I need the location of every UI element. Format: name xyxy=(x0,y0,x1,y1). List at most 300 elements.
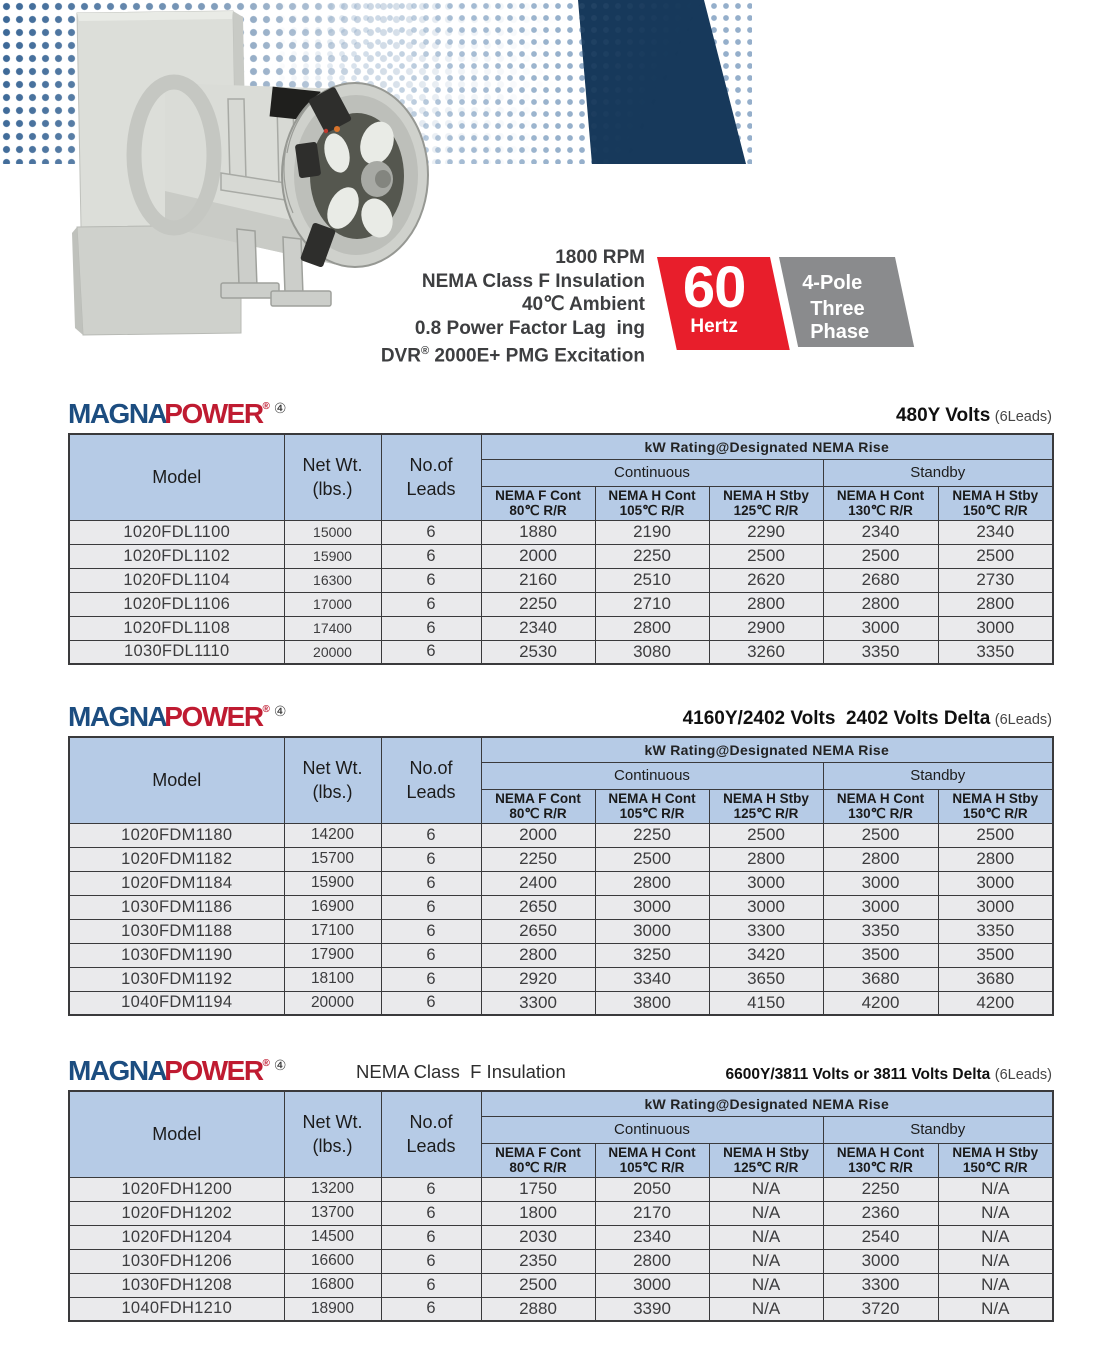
value-cell: 2500 xyxy=(938,544,1053,568)
value-cell: 2400 xyxy=(481,871,595,895)
logo-circled-four: ④ xyxy=(273,703,287,719)
model-cell: 1030FDM1190 xyxy=(69,943,284,967)
value-cell: N/A xyxy=(709,1177,823,1201)
table-section-6600y xyxy=(68,1050,1052,1322)
value-cell: 2800 xyxy=(595,871,709,895)
col-l1: NEMA H Stby xyxy=(952,487,1039,503)
net-wt-line1: Net Wt. xyxy=(302,1112,363,1133)
model-cell: 1020FDL1100 xyxy=(69,520,284,544)
table-row xyxy=(69,1297,1053,1321)
col-l2: 80℃ R/R xyxy=(509,1160,567,1175)
value-cell: N/A xyxy=(709,1201,823,1225)
value-cell: 16800 xyxy=(284,1273,381,1297)
insulation-note: NEMA Class F Insulation xyxy=(356,1061,566,1082)
value-cell: 3350 xyxy=(938,640,1053,664)
value-cell: 2500 xyxy=(938,823,1053,847)
value-cell: 2540 xyxy=(823,1225,938,1249)
col-l1: NEMA H Cont xyxy=(608,790,696,806)
header-col-nema-h-stby-150 xyxy=(938,1143,1053,1177)
table-row xyxy=(69,520,1053,544)
excitation-text: 2000E+ PMG Excitation xyxy=(429,345,645,367)
col-l1: NEMA H Stby xyxy=(952,1144,1039,1160)
logo-power: POWER xyxy=(164,398,263,429)
value-cell: 2530 xyxy=(481,640,595,664)
value-cell: 16600 xyxy=(284,1249,381,1273)
value-cell: 2500 xyxy=(823,544,938,568)
col-l2: 130℃ R/R xyxy=(848,1160,913,1175)
net-wt-line1: Net Wt. xyxy=(302,758,363,779)
value-cell: 3000 xyxy=(823,871,938,895)
magnapower-logo xyxy=(68,392,356,429)
logo-power: POWER xyxy=(164,701,263,732)
value-cell: 3300 xyxy=(823,1273,938,1297)
table-row xyxy=(69,1177,1053,1201)
value-cell: 2510 xyxy=(595,568,709,592)
frequency-value: 60 xyxy=(682,255,746,320)
leads-line1: No.of xyxy=(409,758,453,779)
col-l1: NEMA H Stby xyxy=(723,1144,809,1160)
voltage-title-main: 6600Y/3811 Volts or 3811 Volts Delta xyxy=(725,1066,991,1083)
value-cell: N/A xyxy=(709,1297,823,1321)
value-cell: 6 xyxy=(381,520,481,544)
section-head xyxy=(68,393,1052,429)
header-net-wt xyxy=(284,1091,381,1177)
col-l1: NEMA H Cont xyxy=(836,790,925,806)
model-cell: 1030FDL1110 xyxy=(69,640,284,664)
value-cell: 2500 xyxy=(481,1273,595,1297)
voltage-title xyxy=(896,405,1052,429)
net-wt-line2: (lbs.) xyxy=(312,782,353,803)
header-col-nema-f-cont xyxy=(481,486,595,520)
magnapower-logo xyxy=(68,1049,356,1086)
header-model: Model xyxy=(69,434,284,520)
header-col-nema-f-cont xyxy=(481,789,595,823)
value-cell: 2800 xyxy=(595,616,709,640)
spec-rpm: 1800 RPM xyxy=(555,247,645,268)
value-cell: 3000 xyxy=(938,895,1053,919)
value-cell: 4150 xyxy=(709,991,823,1015)
col-l2: 130℃ R/R xyxy=(848,806,913,821)
table-row xyxy=(69,1249,1053,1273)
value-cell: 2500 xyxy=(709,823,823,847)
col-l1: NEMA F Cont xyxy=(495,1144,581,1160)
model-cell: 1020FDL1102 xyxy=(69,544,284,568)
header-model: Model xyxy=(69,737,284,823)
value-cell: 6 xyxy=(381,967,481,991)
value-cell: 3350 xyxy=(823,640,938,664)
value-cell: 2800 xyxy=(823,592,938,616)
model-cell: 1030FDM1188 xyxy=(69,919,284,943)
value-cell: 3350 xyxy=(823,919,938,943)
value-cell: 18900 xyxy=(284,1297,381,1321)
value-cell: 14200 xyxy=(284,823,381,847)
value-cell: 16900 xyxy=(284,895,381,919)
value-cell: 6 xyxy=(381,568,481,592)
logo-magna: MAGNA xyxy=(68,701,167,732)
col-l2: 125℃ R/R xyxy=(733,806,799,821)
model-cell: 1030FDH1206 xyxy=(69,1249,284,1273)
value-cell: 3800 xyxy=(595,991,709,1015)
voltage-title xyxy=(683,708,1052,732)
value-cell: 2800 xyxy=(938,592,1053,616)
value-cell: 6 xyxy=(381,823,481,847)
header-col-nema-h-stby-150 xyxy=(938,486,1053,520)
net-wt-line2: (lbs.) xyxy=(312,479,353,500)
model-cell: 1020FDH1200 xyxy=(69,1177,284,1201)
value-cell: 6 xyxy=(381,592,481,616)
model-cell: 1030FDM1192 xyxy=(69,967,284,991)
col-l1: NEMA H Cont xyxy=(608,487,696,503)
header-leads xyxy=(381,1091,481,1177)
value-cell: 3000 xyxy=(595,895,709,919)
value-cell: 6 xyxy=(381,919,481,943)
model-cell: 1040FDH1210 xyxy=(69,1297,284,1321)
value-cell: 15900 xyxy=(284,544,381,568)
value-cell: 2680 xyxy=(823,568,938,592)
model-cell: 1020FDH1204 xyxy=(69,1225,284,1249)
value-cell: 6 xyxy=(381,1177,481,1201)
value-cell: 4200 xyxy=(938,991,1053,1015)
value-cell: 2290 xyxy=(709,520,823,544)
value-cell: 3000 xyxy=(709,895,823,919)
value-cell: 18100 xyxy=(284,967,381,991)
table-row xyxy=(69,967,1053,991)
value-cell: 2000 xyxy=(481,544,595,568)
value-cell: 17900 xyxy=(284,943,381,967)
value-cell: 3650 xyxy=(709,967,823,991)
value-cell: 2500 xyxy=(709,544,823,568)
value-cell: 2800 xyxy=(938,847,1053,871)
value-cell: 14500 xyxy=(284,1225,381,1249)
table-row xyxy=(69,991,1053,1015)
value-cell: 3000 xyxy=(938,616,1053,640)
header-kw-rating: kW Rating@Designated NEMA Rise xyxy=(481,434,1053,459)
table-row xyxy=(69,823,1053,847)
col-l1: NEMA F Cont xyxy=(495,487,581,503)
spec-insulation: NEMA Class F Insulation xyxy=(421,270,645,292)
value-cell: 3420 xyxy=(709,943,823,967)
value-cell: 2340 xyxy=(595,1225,709,1249)
pole-count: 4-Pole xyxy=(802,272,863,294)
value-cell: N/A xyxy=(938,1297,1053,1321)
value-cell: 2160 xyxy=(481,568,595,592)
value-cell: 2250 xyxy=(595,544,709,568)
header-col-nema-h-cont-130 xyxy=(823,789,938,823)
col-l2: 150℃ R/R xyxy=(962,806,1028,821)
spec-excitation xyxy=(330,340,645,368)
header-net-wt xyxy=(284,737,381,823)
value-cell: 2030 xyxy=(481,1225,595,1249)
model-cell: 1020FDL1104 xyxy=(69,568,284,592)
value-cell: 15700 xyxy=(284,847,381,871)
col-l2: 125℃ R/R xyxy=(733,1160,799,1175)
table-row xyxy=(69,568,1053,592)
value-cell: 2050 xyxy=(595,1177,709,1201)
value-cell: 3250 xyxy=(595,943,709,967)
table-row xyxy=(69,592,1053,616)
logo-magna: MAGNA xyxy=(68,1055,167,1086)
header-continuous: Continuous xyxy=(481,1116,823,1143)
header-col-nema-h-stby-125 xyxy=(709,789,823,823)
value-cell: 2250 xyxy=(595,823,709,847)
col-l2: 150℃ R/R xyxy=(962,1160,1028,1175)
value-cell: 2650 xyxy=(481,895,595,919)
header-standby: Standby xyxy=(823,762,1053,789)
frequency-unit: Hertz xyxy=(690,316,738,337)
col-l2: 105℃ R/R xyxy=(619,503,685,518)
value-cell: 16300 xyxy=(284,568,381,592)
logo-circled-four: ④ xyxy=(273,1057,287,1073)
table-row xyxy=(69,943,1053,967)
value-cell: 3000 xyxy=(595,919,709,943)
logo-registered-mark: ® xyxy=(262,401,270,412)
value-cell: 6 xyxy=(381,871,481,895)
value-cell: 20000 xyxy=(284,991,381,1015)
col-l1: NEMA H Stby xyxy=(723,790,809,806)
leads-line2: Leads xyxy=(406,782,456,803)
value-cell: 2800 xyxy=(595,1249,709,1273)
value-cell: 2340 xyxy=(938,520,1053,544)
value-cell: 2170 xyxy=(595,1201,709,1225)
value-cell: N/A xyxy=(938,1201,1053,1225)
pole-badge-inner xyxy=(782,272,898,362)
value-cell: 1750 xyxy=(481,1177,595,1201)
model-cell: 1020FDL1108 xyxy=(69,616,284,640)
net-wt-line2: (lbs.) xyxy=(312,1136,353,1157)
ratings-table-480y xyxy=(68,433,1054,665)
voltage-title-leads: (6Leads) xyxy=(994,712,1052,728)
value-cell: 2650 xyxy=(481,919,595,943)
header-leads xyxy=(381,434,481,520)
value-cell: 2730 xyxy=(938,568,1053,592)
col-l2: 150℃ R/R xyxy=(962,503,1028,518)
model-cell: 1020FDH1202 xyxy=(69,1201,284,1225)
value-cell: N/A xyxy=(709,1225,823,1249)
header-leads xyxy=(381,737,481,823)
value-cell: 2360 xyxy=(823,1201,938,1225)
value-cell: 6 xyxy=(381,544,481,568)
value-cell: N/A xyxy=(938,1177,1053,1201)
spec-power-factor: 0.8 Power Factor Lag ing xyxy=(414,317,645,339)
spec-list xyxy=(330,246,645,368)
value-cell: 2340 xyxy=(481,616,595,640)
value-cell: 2710 xyxy=(595,592,709,616)
spec-ambient: 40℃ Ambient xyxy=(521,294,645,315)
header-col-nema-h-cont-130 xyxy=(823,486,938,520)
header-net-wt xyxy=(284,434,381,520)
table-row xyxy=(69,616,1053,640)
net-wt-line1: Net Wt. xyxy=(302,455,363,476)
value-cell: 13200 xyxy=(284,1177,381,1201)
header-continuous: Continuous xyxy=(481,459,823,486)
value-cell: 6 xyxy=(381,895,481,919)
value-cell: 1880 xyxy=(481,520,595,544)
value-cell: 3500 xyxy=(938,943,1053,967)
value-cell: 6 xyxy=(381,616,481,640)
value-cell: 6 xyxy=(381,1273,481,1297)
value-cell: 3000 xyxy=(595,1273,709,1297)
registered-mark: ® xyxy=(420,345,430,357)
leads-line1: No.of xyxy=(409,455,453,476)
value-cell: 6 xyxy=(381,847,481,871)
phase-type: Three Phase xyxy=(810,298,870,343)
voltage-title-main: 4160Y/2402 Volts 2402 Volts Delta xyxy=(682,708,991,729)
value-cell: 3350 xyxy=(938,919,1053,943)
value-cell: N/A xyxy=(709,1273,823,1297)
model-cell: 1020FDM1180 xyxy=(69,823,284,847)
value-cell: N/A xyxy=(938,1225,1053,1249)
header-model: Model xyxy=(69,1091,284,1177)
table-row xyxy=(69,871,1053,895)
value-cell: 3000 xyxy=(709,871,823,895)
logo-registered-mark: ® xyxy=(262,1058,270,1069)
value-cell: 3000 xyxy=(823,616,938,640)
value-cell: 2800 xyxy=(823,847,938,871)
value-cell: 6 xyxy=(381,1225,481,1249)
frequency-badge-inner xyxy=(658,255,771,353)
value-cell: 15000 xyxy=(284,520,381,544)
value-cell: 3000 xyxy=(823,1249,938,1273)
value-cell: 17100 xyxy=(284,919,381,943)
value-cell: 2620 xyxy=(709,568,823,592)
col-l1: NEMA F Cont xyxy=(495,790,581,806)
value-cell: 3390 xyxy=(595,1297,709,1321)
header-col-nema-h-cont-105 xyxy=(595,486,709,520)
col-l2: 130℃ R/R xyxy=(848,503,913,518)
value-cell: 2350 xyxy=(481,1249,595,1273)
value-cell: 17000 xyxy=(284,592,381,616)
value-cell: 2190 xyxy=(595,520,709,544)
value-cell: 20000 xyxy=(284,640,381,664)
header-col-nema-h-cont-105 xyxy=(595,1143,709,1177)
value-cell: 6 xyxy=(381,640,481,664)
value-cell: 13700 xyxy=(284,1201,381,1225)
value-cell: 3720 xyxy=(823,1297,938,1321)
col-l2: 105℃ R/R xyxy=(619,806,685,821)
value-cell: N/A xyxy=(938,1273,1053,1297)
value-cell: 3300 xyxy=(709,919,823,943)
header-col-nema-f-cont xyxy=(481,1143,595,1177)
value-cell: 3260 xyxy=(709,640,823,664)
value-cell: 2800 xyxy=(709,847,823,871)
model-cell: 1020FDL1106 xyxy=(69,592,284,616)
table-row xyxy=(69,544,1053,568)
pole-badge xyxy=(779,257,914,347)
header-col-nema-h-cont-130 xyxy=(823,1143,938,1177)
col-l2: 80℃ R/R xyxy=(509,503,567,518)
model-cell: 1040FDM1194 xyxy=(69,991,284,1015)
value-cell: 6 xyxy=(381,943,481,967)
value-cell: 6 xyxy=(381,1249,481,1273)
mid-note xyxy=(356,729,683,732)
model-cell: 1020FDM1184 xyxy=(69,871,284,895)
value-cell: 2000 xyxy=(481,823,595,847)
table-row xyxy=(69,1201,1053,1225)
value-cell: 2920 xyxy=(481,967,595,991)
frequency-badge xyxy=(657,257,790,350)
voltage-title-main: 480Y Volts xyxy=(895,405,991,426)
value-cell: 3080 xyxy=(595,640,709,664)
section-head xyxy=(68,1050,1052,1086)
value-cell: 2500 xyxy=(823,823,938,847)
table-row xyxy=(69,919,1053,943)
leads-line2: Leads xyxy=(406,1136,456,1157)
header-col-nema-h-stby-125 xyxy=(709,1143,823,1177)
value-cell: 2250 xyxy=(481,592,595,616)
table-row xyxy=(69,1225,1053,1249)
header-standby: Standby xyxy=(823,459,1053,486)
leads-line2: Leads xyxy=(406,479,456,500)
col-l1: NEMA H Cont xyxy=(836,487,925,503)
value-cell: 2800 xyxy=(481,943,595,967)
ratings-table-4160y xyxy=(68,736,1054,1016)
logo-circled-four: ④ xyxy=(273,400,287,416)
dvr-text: DVR xyxy=(380,345,421,367)
header-col-nema-h-stby-125 xyxy=(709,486,823,520)
value-cell: 3340 xyxy=(595,967,709,991)
value-cell: 3680 xyxy=(823,967,938,991)
leads-line1: No.of xyxy=(409,1112,453,1133)
model-cell: 1030FDM1186 xyxy=(69,895,284,919)
logo-power: POWER xyxy=(164,1055,263,1086)
table-row xyxy=(69,847,1053,871)
header-col-nema-h-stby-150 xyxy=(938,789,1053,823)
col-l1: NEMA H Cont xyxy=(608,1144,696,1160)
value-cell: 3300 xyxy=(481,991,595,1015)
value-cell: 2880 xyxy=(481,1297,595,1321)
value-cell: 2250 xyxy=(481,847,595,871)
table-row xyxy=(69,1273,1053,1297)
voltage-title-leads: (6Leads) xyxy=(994,1067,1052,1083)
magnapower-logo xyxy=(68,695,356,732)
value-cell: 1800 xyxy=(481,1201,595,1225)
table-section-480y xyxy=(68,393,1052,665)
value-cell: 6 xyxy=(381,991,481,1015)
value-cell: N/A xyxy=(938,1249,1053,1273)
table-row xyxy=(69,895,1053,919)
header-col-nema-h-cont-105 xyxy=(595,789,709,823)
value-cell: 3500 xyxy=(823,943,938,967)
value-cell: 3000 xyxy=(938,871,1053,895)
col-l1: NEMA H Stby xyxy=(723,487,809,503)
value-cell: 6 xyxy=(381,1297,481,1321)
value-cell: 3680 xyxy=(938,967,1053,991)
header-standby: Standby xyxy=(823,1116,1053,1143)
section-head xyxy=(68,696,1052,732)
col-l2: 105℃ R/R xyxy=(619,1160,685,1175)
value-cell: 3000 xyxy=(823,895,938,919)
value-cell: N/A xyxy=(709,1249,823,1273)
voltage-title xyxy=(726,1066,1053,1086)
voltage-title-leads: (6Leads) xyxy=(994,409,1052,425)
value-cell: 2900 xyxy=(709,616,823,640)
header-kw-rating: kW Rating@Designated NEMA Rise xyxy=(481,737,1053,762)
col-l2: 80℃ R/R xyxy=(509,806,567,821)
ratings-table-6600y xyxy=(68,1090,1054,1322)
col-l1: NEMA H Cont xyxy=(836,1144,925,1160)
header-continuous: Continuous xyxy=(481,762,823,789)
col-l2: 125℃ R/R xyxy=(733,503,799,518)
mid-note xyxy=(356,426,896,429)
value-cell: 15900 xyxy=(284,871,381,895)
value-cell: 2340 xyxy=(823,520,938,544)
header-kw-rating: kW Rating@Designated NEMA Rise xyxy=(481,1091,1053,1116)
col-l1: NEMA H Stby xyxy=(952,790,1039,806)
logo-registered-mark: ® xyxy=(262,704,270,715)
table-row xyxy=(69,640,1053,664)
model-cell: 1020FDM1182 xyxy=(69,847,284,871)
value-cell: 17400 xyxy=(284,616,381,640)
